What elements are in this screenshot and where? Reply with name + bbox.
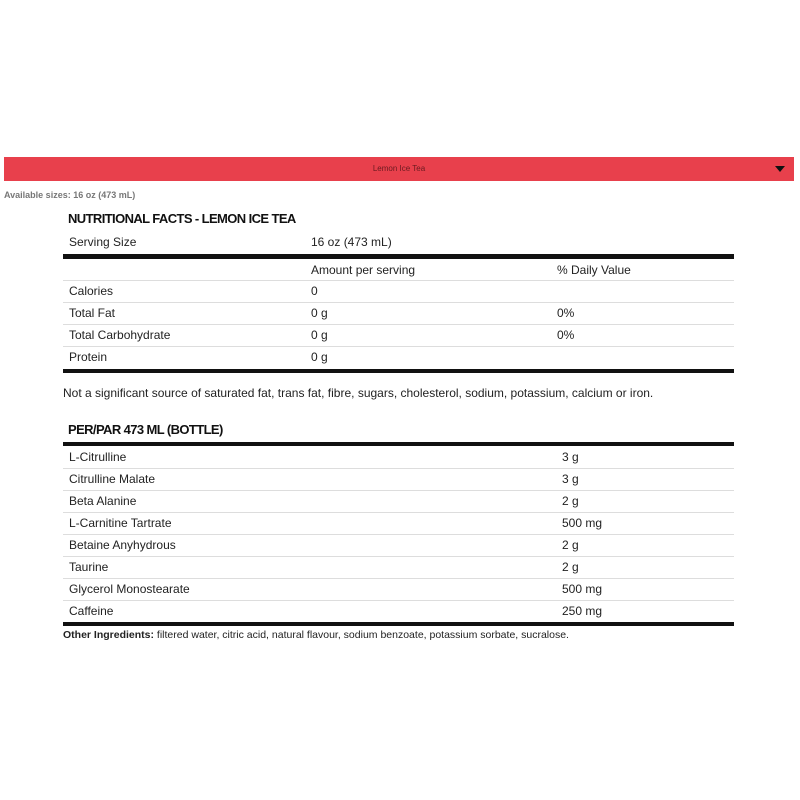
- available-sizes-value: 16 oz (473 mL): [73, 190, 136, 200]
- other-ingredients: [63, 629, 569, 641]
- ingredient-name: Beta Alanine: [69, 494, 137, 508]
- ingredient-amount: 3 g: [562, 472, 579, 486]
- nutrition-note: Not a significant source of saturated fat, trans fat, fibre, sugars, cholesterol, sodium, potassium, calcium or iron.: [63, 386, 654, 400]
- row-divider: [63, 280, 734, 281]
- serving-size-label: Serving Size: [69, 235, 137, 249]
- row-divider: [63, 556, 734, 557]
- row-divider: [63, 512, 734, 513]
- row-divider: [63, 534, 734, 535]
- flavour-select[interactable]: [4, 157, 794, 181]
- ingredient-name: Citrulline Malate: [69, 472, 156, 486]
- ingredient-amount: 2 g: [562, 494, 579, 508]
- row-divider: [63, 490, 734, 491]
- available-sizes: [4, 190, 135, 200]
- other-ingredients-label: Other Ingredients:: [63, 629, 155, 641]
- ingredient-amount: 250 mg: [562, 604, 603, 618]
- nutrient-daily: 0%: [557, 306, 575, 320]
- ingredient-amount: 500 mg: [562, 582, 603, 596]
- nutrient-amount: 0 g: [311, 328, 328, 342]
- row-divider: [63, 600, 734, 601]
- row-divider: [63, 346, 734, 347]
- caret-down-icon[interactable]: [775, 166, 785, 172]
- row-divider: [63, 324, 734, 325]
- serving-size-value: 16 oz (473 mL): [311, 235, 392, 249]
- row-divider: [63, 302, 734, 303]
- column-daily-header: % Daily Value: [557, 263, 631, 277]
- ingredient-name: Taurine: [69, 560, 109, 574]
- nutrient-amount: 0 g: [311, 350, 328, 364]
- ingredient-name: Betaine Anyhydrous: [69, 538, 176, 552]
- nutrition-heading: NUTRITIONAL FACTS - LEMON ICE TEA: [68, 211, 296, 226]
- flavour-select-value: Lemon Ice Tea: [372, 164, 426, 173]
- ingredient-amount: 3 g: [562, 450, 579, 464]
- nutrient-name: Total Fat: [69, 306, 116, 320]
- column-amount-header: Amount per serving: [311, 263, 416, 277]
- thick-divider: [63, 622, 734, 626]
- ingredient-amount: 2 g: [562, 560, 579, 574]
- ingredient-amount: 500 mg: [562, 516, 603, 530]
- other-ingredients-text: filtered water, citric acid, natural flavour, sodium benzoate, potassium sorbate, sucralose.: [154, 629, 569, 641]
- nutrient-name: Protein: [69, 350, 108, 364]
- nutrient-name: Calories: [69, 284, 114, 298]
- row-divider: [63, 578, 734, 579]
- available-sizes-label: Available sizes:: [4, 190, 71, 200]
- thick-divider: [63, 369, 734, 373]
- ingredient-name: Glycerol Monostearate: [69, 582, 190, 596]
- row-divider: [63, 468, 734, 469]
- ingredients-heading: PER/PAR 473 ML (BOTTLE): [68, 422, 223, 437]
- nutrient-name: Total Carbohydrate: [69, 328, 171, 342]
- thick-divider: [63, 254, 734, 259]
- nutrient-amount: 0 g: [311, 306, 328, 320]
- ingredient-name: Caffeine: [69, 604, 114, 618]
- ingredient-name: L-Citrulline: [69, 450, 127, 464]
- thick-divider: [63, 442, 734, 446]
- ingredient-name: L-Carnitine Tartrate: [69, 516, 172, 530]
- nutrient-daily: 0%: [557, 328, 575, 342]
- ingredient-amount: 2 g: [562, 538, 579, 552]
- nutrient-amount: 0: [311, 284, 318, 298]
